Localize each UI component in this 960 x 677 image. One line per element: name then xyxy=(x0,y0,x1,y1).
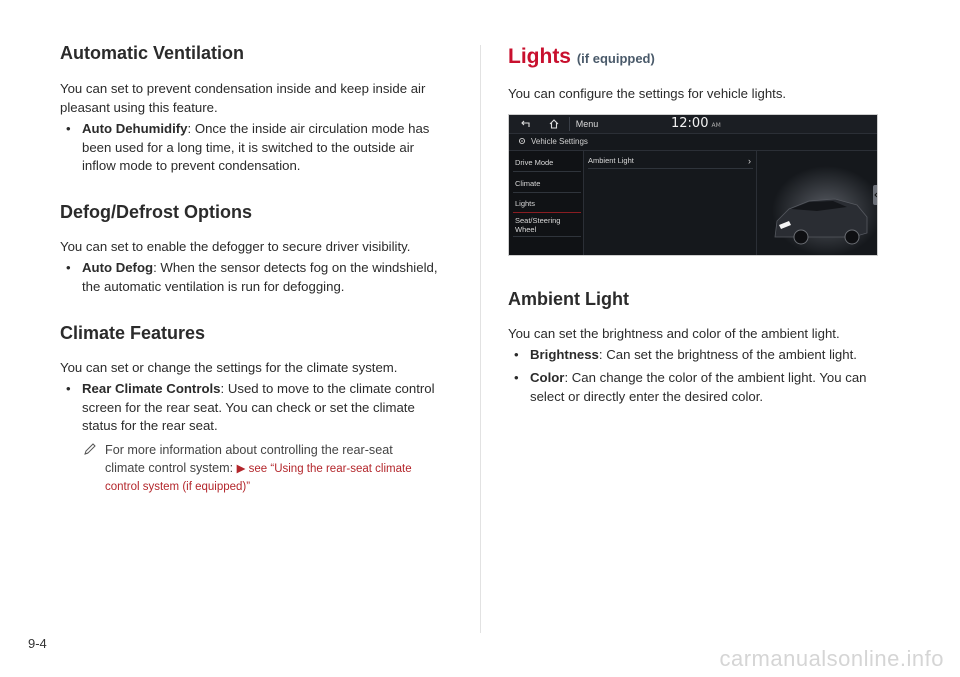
auto-dehumidify-line-3: inflow mode to prevent condensation. xyxy=(82,158,301,173)
screen-top-bar xyxy=(509,115,877,134)
rear-climate-controls-line-1: : Used to move to the climate control xyxy=(220,381,435,396)
lights-title: Lights xyxy=(508,45,571,68)
brightness-line-1: : Can set the brightness of the ambient light. xyxy=(598,347,857,362)
note-line-1: For more information about controlling the rear-seat xyxy=(105,443,393,457)
rear-climate-note xyxy=(105,441,450,496)
lights-heading xyxy=(508,45,655,69)
climate-features-text: You can set or change the settings for the climate system. xyxy=(60,360,398,375)
ambient-light-heading: Ambient Light xyxy=(508,289,629,309)
menu-button[interactable]: Menu xyxy=(569,117,604,131)
auto-defog-term: Auto Defog xyxy=(82,260,154,275)
screen-clock xyxy=(671,116,721,131)
clock-am: AM xyxy=(711,122,721,129)
pencil-note-icon xyxy=(83,442,97,456)
color-bullet xyxy=(514,369,890,406)
note-reference-link-1[interactable]: see “Using the rear-seat climate xyxy=(248,463,412,475)
auto-dehumidify-term: Auto Dehumidify xyxy=(82,121,188,136)
climate-features-heading: Climate Features xyxy=(60,323,206,343)
automatic-ventilation-heading: Automatic Ventilation xyxy=(60,43,245,63)
menu-item-seat-steering-line-2: Wheel xyxy=(515,225,537,234)
menu-item-seat-steering-line-1: Seat/Steering xyxy=(515,216,561,225)
bullet-dot: • xyxy=(66,381,71,396)
note-line-2: climate control system: xyxy=(105,461,237,475)
lights-title-qualifier: (if equipped) xyxy=(576,51,655,66)
chevron-right-icon: › xyxy=(748,156,751,166)
rear-climate-controls-bullet xyxy=(66,380,452,436)
ambient-light-row[interactable] xyxy=(588,154,753,169)
automatic-ventilation-text-1: You can set to prevent condensation inside and keep inside air xyxy=(60,81,426,96)
bullet-dot: • xyxy=(66,121,71,136)
defog-defrost-heading: Defog/Defrost Options xyxy=(60,202,252,222)
brightness-bullet xyxy=(514,346,890,365)
auto-dehumidify-line-1: : Once the inside air circulation mode has xyxy=(187,121,430,136)
color-line-2: select or directly enter the desired color. xyxy=(530,388,764,404)
auto-dehumidify-line-2: been used for a long time, it is switched to the outside air xyxy=(82,139,415,155)
rear-climate-controls-line-2: screen for the rear seat. You can check or set the climate xyxy=(82,399,415,415)
settings-gear-icon xyxy=(518,137,526,145)
lights-intro-text: You can configure the settings for vehicle lights. xyxy=(508,86,787,101)
screen-side-menu xyxy=(509,151,581,255)
home-icon[interactable] xyxy=(543,117,565,131)
ambient-light-row-label: Ambient Light xyxy=(588,156,634,165)
auto-defog-line-1: : When the sensor detects fog on the windshield, xyxy=(153,260,438,275)
note-reference-link-2[interactable]: control system (if equipped)” xyxy=(105,481,251,493)
color-line-1: : Can change the color of the ambient light. You can xyxy=(564,370,867,385)
menu-item-seat-steering-wheel[interactable] xyxy=(513,214,581,237)
defog-defrost-text: You can set to enable the defogger to secure driver visibility. xyxy=(60,239,411,254)
menu-item-lights[interactable]: Lights xyxy=(513,196,581,213)
column-divider xyxy=(480,45,481,633)
bullet-dot: • xyxy=(514,370,519,385)
auto-defog-line-2: the automatic ventilation is run for defogging. xyxy=(82,278,345,294)
note-arrow-icon: ▶ xyxy=(236,463,249,475)
back-icon[interactable] xyxy=(515,117,537,131)
menu-item-drive-mode[interactable]: Drive Mode xyxy=(513,155,581,172)
bullet-dot: • xyxy=(514,347,519,362)
color-term: Color xyxy=(530,370,565,385)
screen-settings-list xyxy=(583,151,757,255)
ambient-light-text: You can set the brightness and color of the ambient light. xyxy=(508,326,840,341)
car-illustration xyxy=(757,151,877,255)
page-number: 9-4 xyxy=(28,636,47,651)
clock-time: 12:00 xyxy=(671,116,709,131)
auto-dehumidify-bullet xyxy=(66,120,452,176)
screen-title-bar xyxy=(509,134,877,151)
brightness-term: Brightness xyxy=(530,347,599,362)
rear-climate-controls-term: Rear Climate Controls xyxy=(82,381,221,396)
head-unit-screenshot xyxy=(508,114,878,256)
vehicle-settings-title: Vehicle Settings xyxy=(531,137,588,146)
rear-climate-controls-line-3: status for the rear seat. xyxy=(82,418,218,433)
automatic-ventilation-text-2: pleasant using this feature. xyxy=(60,100,218,115)
watermark: carmanualsonline.info xyxy=(719,646,944,671)
menu-item-climate[interactable]: Climate xyxy=(513,176,581,193)
bullet-dot: • xyxy=(66,260,71,275)
auto-defog-bullet xyxy=(66,259,452,296)
